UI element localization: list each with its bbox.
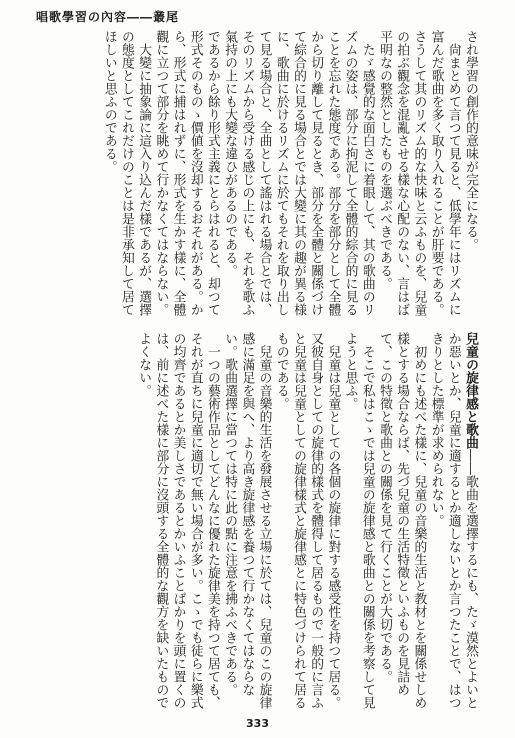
paragraph: 尙まとめて言つて見ると、低學年にはリズムに富んだ歌曲を多く取り入れることが肝要である。さうして其のリズム的な快味と云ふものを、兒童の拍ぶ觀念を混亂させる樣な心配のない、言はば平明なの整然としたものを選ぶべきである。: [376, 30, 461, 316]
paragraph: 兒童は兒童としての各個の旋律に對する感受性を持つて居る。又彼自身としての旋律的樣式を體得して居るもので一般的に言ふと兒童は兒童としての旋律樣式と旋律感とに特色づけられて居るものである。: [273, 332, 341, 709]
paragraph-text: ――歌曲を選擇するにも、たゞ漠然とよいとか惡いとか、兒童に適するとか適しないとか言つたことで、はつきりとした標準が求められない。: [428, 332, 478, 709]
paragraph-with-heading: [427, 332, 479, 718]
paragraph: 大變に抽象論に這入り込んだ樣であるが、選擇の態度としてこれだけのことは是非承知して居てほしいと思ふのである。: [101, 30, 152, 316]
paragraph: そこで私はこゝでは兒童の旋律感と歌曲との關係を考察して見ようと思ふ。: [342, 332, 375, 709]
running-header: 唱歌學習の內容――叢尾: [36, 10, 180, 24]
page-number: 333: [246, 717, 269, 730]
section-heading: 兒童の旋律感と歌曲: [463, 332, 478, 449]
lower-text-block: [34, 332, 479, 718]
paragraph: され學習の創作的意味が完全になる。: [463, 30, 478, 251]
paragraph: であるから餘り形式主義にとらはれると、却つて形式そのものゝ價値を沒却するおそれがある。から、形式に捕はれずに、形式を生かす樣に、全體觀に立つて部分を眺めて行かなくてはならない。: [153, 30, 220, 316]
paragraph: 兒童の音樂的生活を發展させる立場に於ては、兒童のこの旋律感に滿足を與へ、より高き旋律感を養つて行かなくてはならない。歌曲選擇に當つては特に此の點に注意を拂ふべきである。: [222, 332, 272, 709]
paragraph: 一つの藝術作品としてどんなに優れた旋律美を持つて居ても、それが直ちに兒童に適切で無い場合が多い。こゝでも徒らに樂式の均齊であるとか美しさであるとかいふことばかりを頭に置くのは、前に述べた樣に部分に沒頭する全體的な觀方を缺いたものでよくない。: [136, 332, 220, 709]
paragraph: 初めにも述べた樣に、兒童の音樂的生活と教材とを關係せしめ樣とする場合ならば、先づ兒童の生活特徵といふものを見詰めて、この特徵と歌曲との關係を見て行くことが大切である。: [376, 332, 427, 709]
upper-text-block: [34, 30, 479, 322]
paragraph: たゞ感覺的な面白さに着眼して、其の歌曲のリズムの姿は、部分に拘泥して全體的綜合的に見ることを忘れた態度である。部分を部分として全體から切り離して見るとき、部分を全體と關係づけて綜合的に見る場合とでは大變に其の趣が異る様に、歌曲に於けるリズムに於てもそれを取り出して見る場合と、全曲として謠はれる場合とでは、そのリズムから受ける感じの上にも、それを歌ふ氣持の上にも大變な違ひがあるのである。: [222, 30, 375, 316]
